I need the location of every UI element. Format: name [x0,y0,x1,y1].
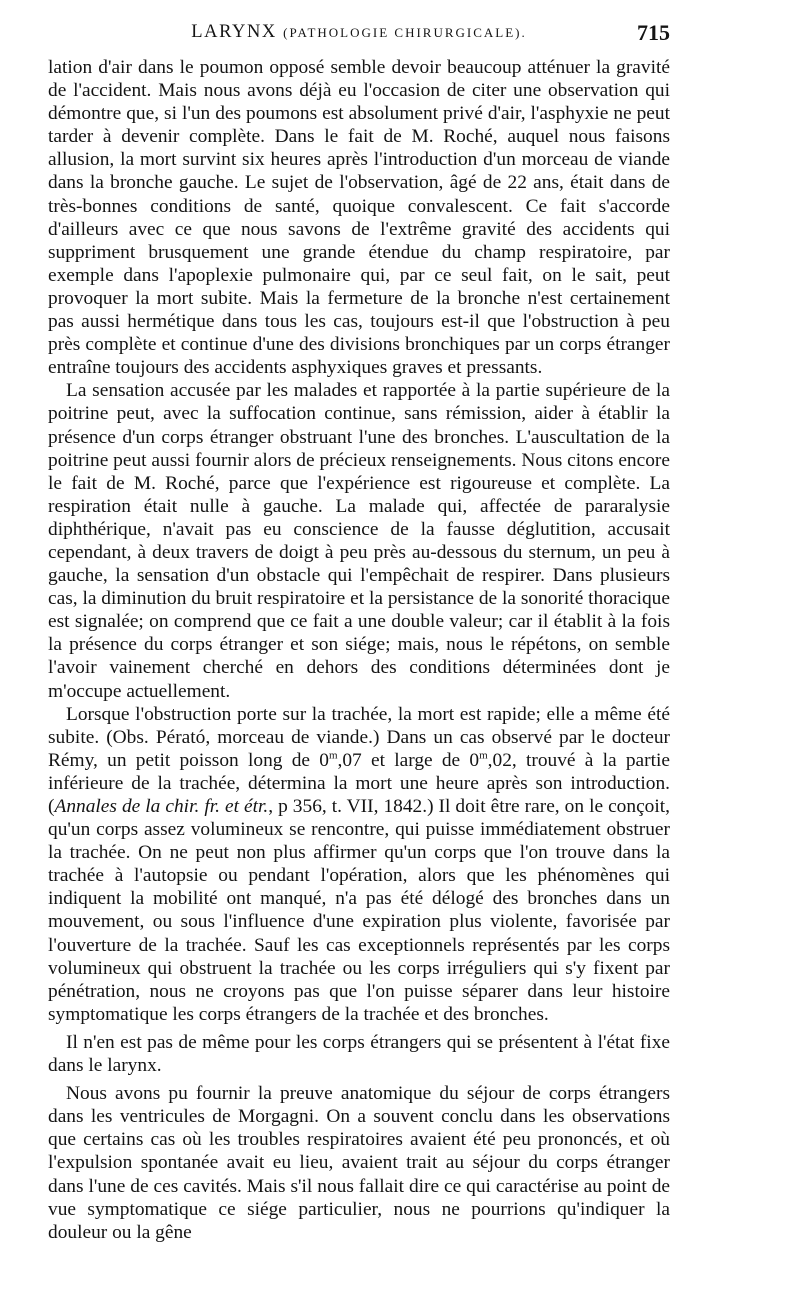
citation-title: Annales de la chir. fr. et étr. [54,796,269,817]
paragraph-3 [48,703,670,1026]
paragraph-3-text-a: Lorsque l'obstruction porte sur la trachée, la mort est rapide; elle a même été subite. (Obs. Pérató, morceau de viande.) Dans un cas observé par le docteur Rémy, un petit poisson long de 0 [48,703,670,771]
paragraph-2: La sensation accusée par les malades et rapportée à la partie supérieure de la poitrine peut, avec la suffocation continue, sans rémission, aider à établir la présence d'un corps étranger obstruant l'une des bronches. L'auscultation de la poitrine peut aussi fournir alors de précieux renseignements. Nous citons encore le fait de M. Roché, parce que l'expérience est rigoureuse et complète. La respiration était nulle à gauche. La malade qui, affectée de pararalysie diphthérique, n'avait pas eu conscience de la fausse déglutition, accusait cependant, à deux travers de doigt à peu près au-dessous du sternum, un peu à gauche, la sensation d'un obstacle qui l'empêchait de respirer. Dans plusieurs cas, la diminution du bruit respiratoire et la persistance de la sonorité thoracique est signalée; on comprend que ce fait a une double valeur; car il établit à la fois la présence du corps étranger et son siége; mais, nous le répétons, on semble l'avoir vainement cherché en dehors des conditions déterminées dont je m'occupe actuellement. [48,380,670,702]
paragraph-1: lation d'air dans le poumon opposé semble devoir beaucoup atténuer la gravité de l'accident. Mais nous avons déjà eu l'occasion de citer une observation qui démontre que, si l'un des poumons est absolument privé d'air, l'asphyxie ne peut tarder à devenir complète. Dans le fait de M. Roché, auquel nous faisons allusion, la mort survint six heures après l'introduction d'un morceau de viande dans la bronche gauche. Le sujet de l'observation, âgé de 22 ans, était dans de très-bonnes conditions de santé, quoique convalescent. Ce fait s'accorde d'ailleurs avec ce que nous savons de l'extrême gravité des accidents qui suppriment brusquement une grande étendue du champ respiratoire, par exemple dans l'apoplexie pulmonaire qui, par ce seul fait, on le sait, peut provoquer la mort subite. Mais la fermeture de la bronche n'est certainement pas aussi hermétique dans tous les cas, toujours est-il que l'obstruction à peu près complète et continue d'une des divisions bronchiques par un corps étranger entraîne toujours des accidents asphyxiques graves et pressants. [48,57,670,379]
running-title-main: LARYNX [191,22,277,42]
paragraph-4: Il n'en est pas de même pour les corps étrangers qui se présentent à l'état fixe dans le larynx. [48,1031,670,1077]
running-title [48,22,670,43]
running-title-sub: (PATHOLOGIE CHIRURGICALE). [283,25,527,40]
paragraph-3-text-b: ,07 et large de 0 [337,749,480,771]
paragraph-3-text-d: , p 356, t. VII, 1842.) Il doit être rare, on le conçoit, qu'un corps assez volumineux se rencontre, qui puisse immédiatement obstruer la trachée. On ne peut non plus affirmer qu'un corps que l'on trouve dans la trachée à l'autopsie ou pendant l'opération, alors que les phénomènes qui indiquent la mobilité ont manqué, n'a pas été délogé des bronches dans un mouvement, ou sous l'influence d'une expiration plus violente, favorisée par l'ouverture de la trachée. Sauf les cas exceptionnels représentés par les corps volumineux qui obstruent la trachée ou les corps irréguliers qui s'y fixent par pénétration, nous ne croyons pas que l'on puisse séparer dans leur histoire symptomatique les corps étrangers de la trachée et des bronches. [48,796,670,1025]
unit-superscript: m [328,749,338,762]
body-text [48,56,670,1244]
page-number: 715 [637,20,670,45]
paragraph-3-text-c: ,02, trouvé à la partie inférieure de la trachée, détermina la mort une heure après son introduction. ( [48,749,670,817]
unit-superscript: m [479,749,488,762]
running-head [48,20,670,50]
paragraph-5: Nous avons pu fournir la preuve anatomique du séjour de corps étrangers dans les ventricules de Morgagni. On a souvent conclu dans les observations que certains cas où les troubles respiratoires avaient été peu prononcés, et où l'expulsion spontanée avait eu lieu, avaient trait au séjour du corps étranger dans l'une de ces cavités. Mais s'il nous fallait dire ce qui caractérise au point de vue symptomatique ce siége particulier, nous ne pourrions qu'indiquer la douleur ou la gêne [48,1083,670,1243]
